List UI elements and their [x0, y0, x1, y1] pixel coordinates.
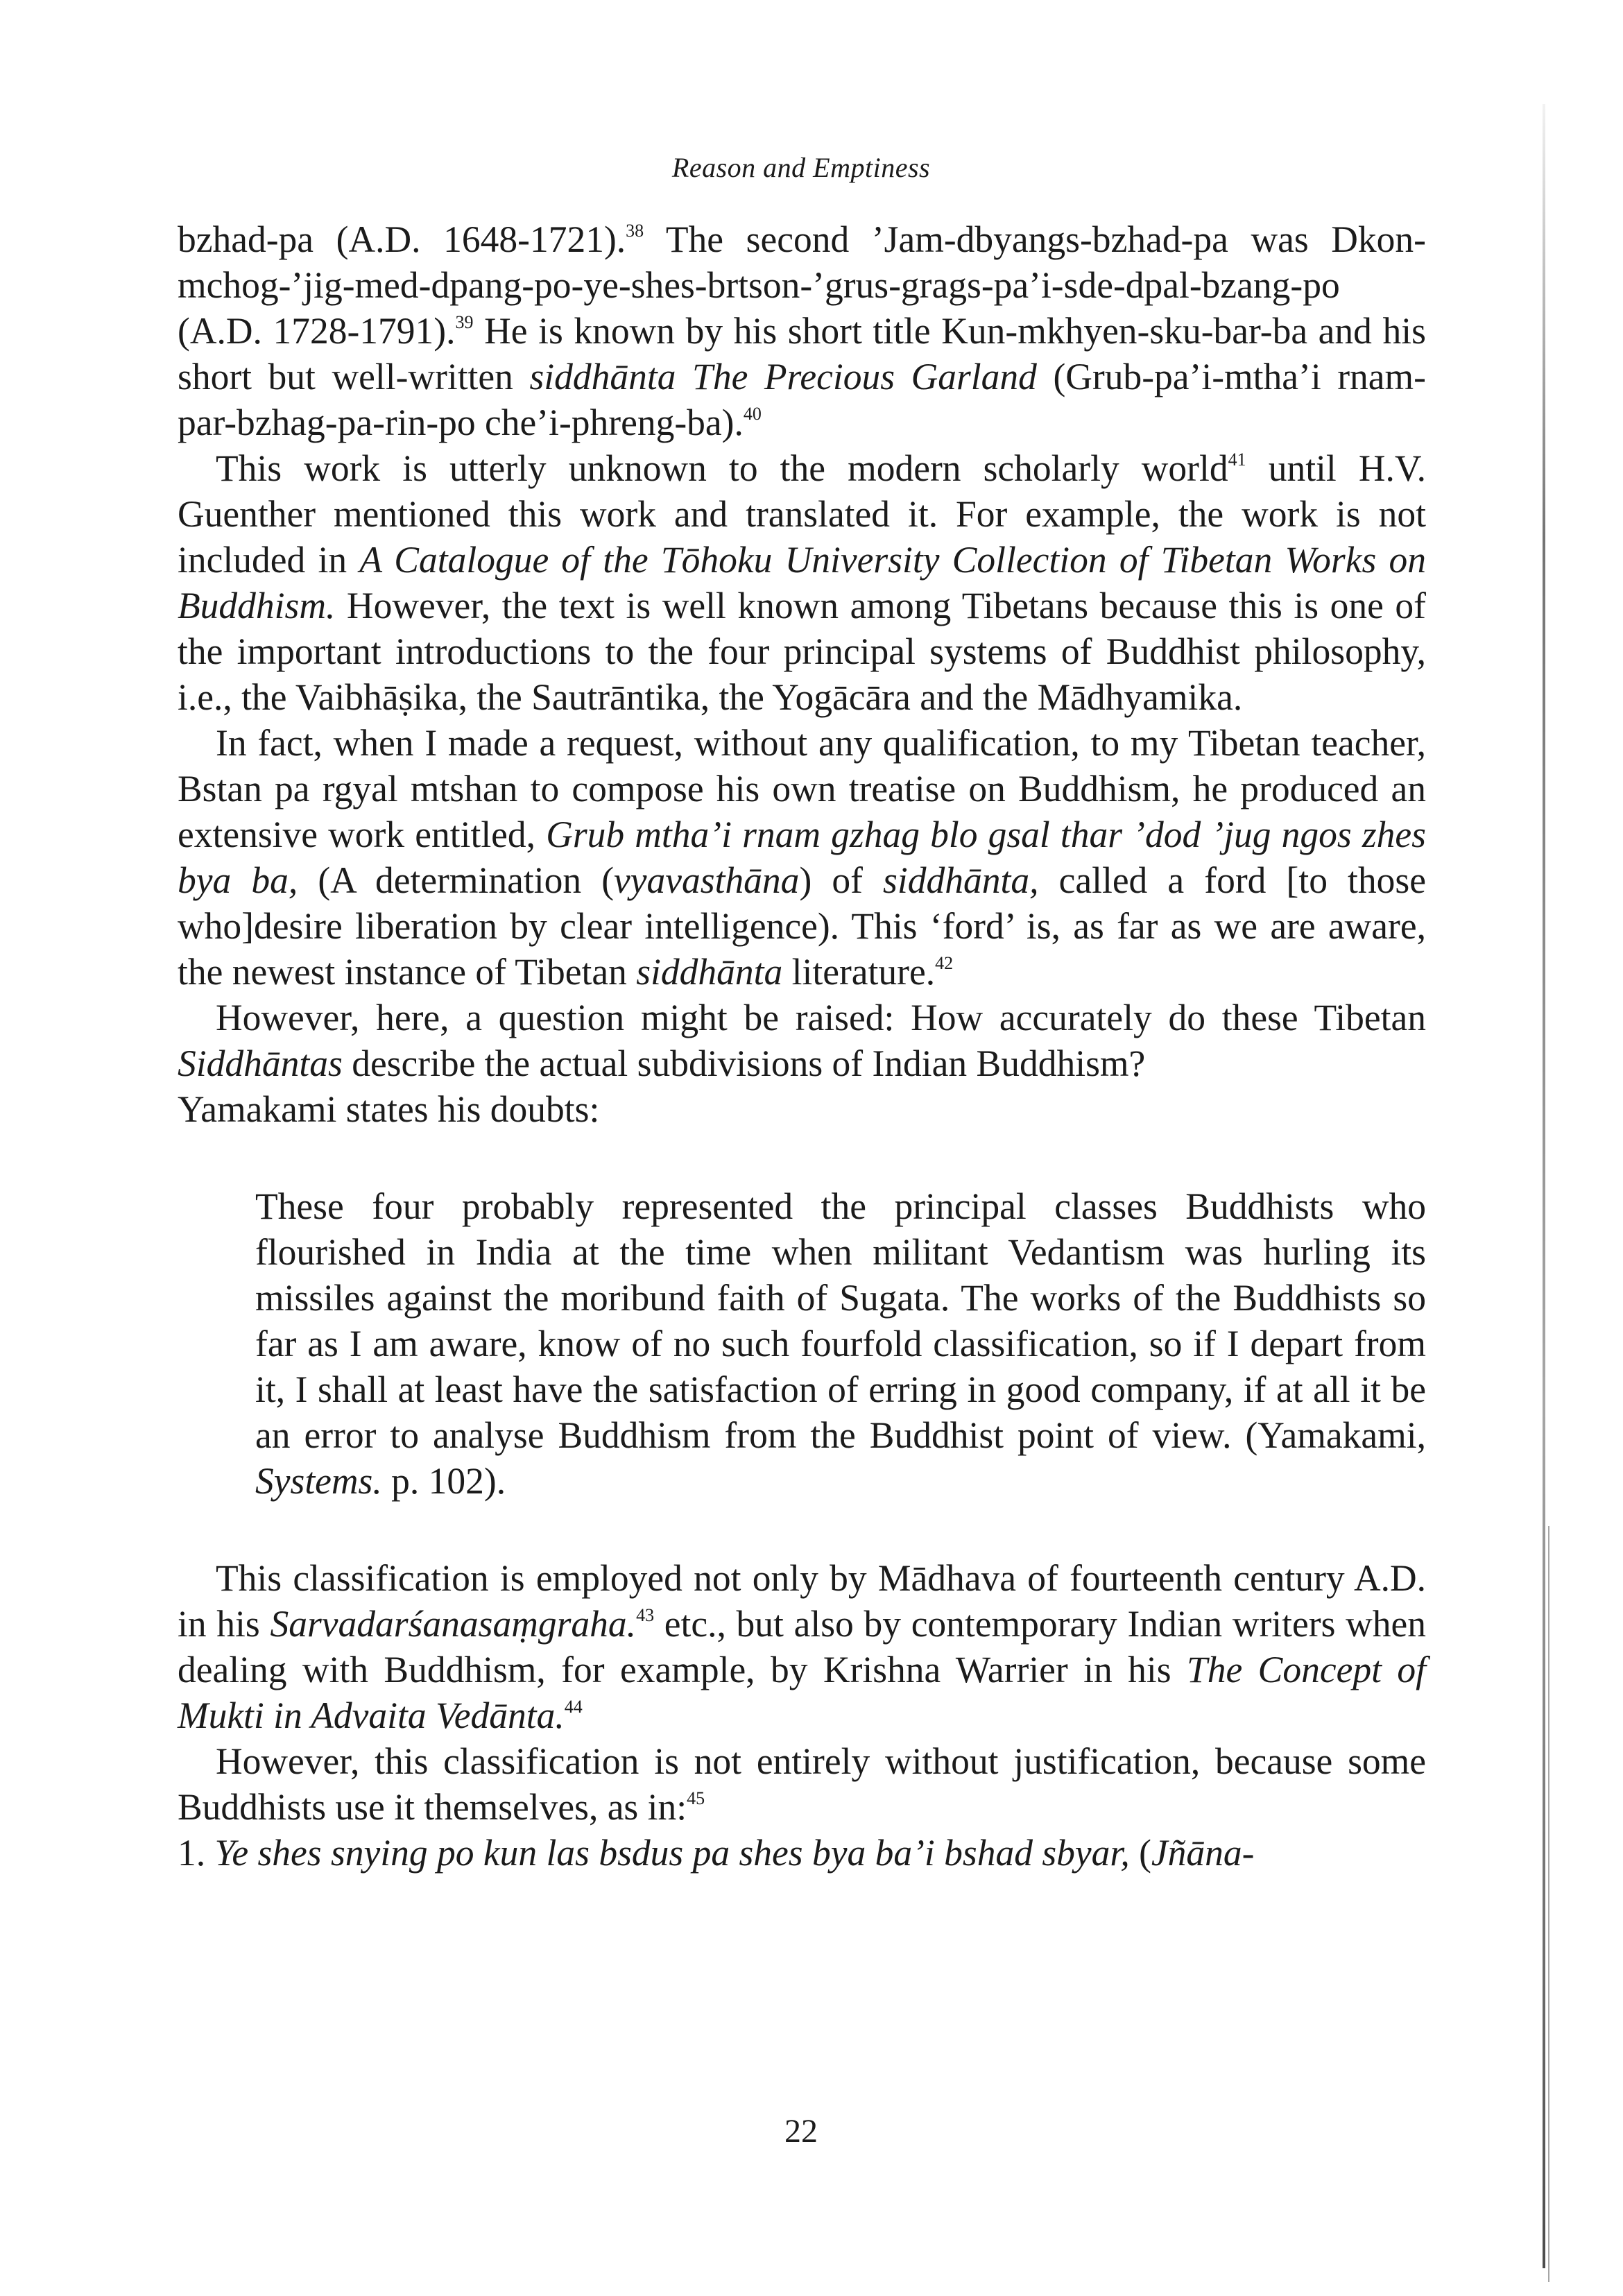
italic-term: siddhānta — [636, 951, 783, 993]
text-run: called a ford [to those who]desire liberation by clear intelligence). This ‘ford’ is, as far as we are aware, the newest instance of Tibetan — [178, 859, 1426, 993]
paragraph-1 — [178, 216, 1426, 445]
italic-title: Grub mtha’i rnam gzhag blo gsal thar ’dod ’jug ngos zhes bya ba, — [178, 814, 1426, 901]
text-run: This work is utterly unknown to the modern scholarly world — [216, 447, 1228, 489]
italic-title: Jñāna- — [1151, 1832, 1255, 1874]
list-number: 1. — [178, 1832, 215, 1874]
text-run: These four probably represented the principal classes Buddhists who flourished in India at the time when militant Vedantism was hurling its missiles against the moribund faith of Sugata. The works of the Buddhists so far as I am aware, know of no such fourfold classification, so if I depart from it, I shall at least have the satisfaction of erring in good company, if at all it be an error to analyse Buddhism from the Buddhist point of view. (Yamakami, — [255, 1185, 1426, 1456]
footnote-ref: 38 — [626, 221, 644, 241]
text-run: p. 102). — [381, 1460, 506, 1502]
list-item — [178, 1830, 1426, 1876]
paragraph-7 — [178, 1738, 1426, 1830]
footnote-ref: 45 — [687, 1788, 705, 1808]
paragraph-4 — [178, 995, 1426, 1086]
italic-title: Sarvadarśanasaṃgraha. — [270, 1603, 637, 1645]
italic-title: A Catalogue of the Tōhoku University Collection of Tibetan Works on Buddhism. — [178, 539, 1427, 626]
italic-title: siddhānta The Precious Garland — [529, 356, 1037, 397]
text-run: bzhad-pa (A.D. 1648-1721). — [178, 219, 626, 260]
page-edge-shadow — [1543, 104, 1545, 2268]
paragraph-6 — [178, 1555, 1426, 1738]
italic-title: The Concept of Mukti in Advaita Vedānta. — [178, 1649, 1426, 1736]
text-run: until H.V. Guenther mentioned this work and translated it. For example, the work is not included in — [178, 447, 1426, 581]
italic-term: vyavasthāna — [614, 859, 800, 901]
footnote-ref: 44 — [564, 1697, 583, 1717]
page-edge-shadow — [1548, 1526, 1549, 2282]
italic-title: Ye shes snying po kun las bsdus pa shes bya ba’i bshad sbyar, — [214, 1832, 1130, 1874]
italic-term: siddhānta, — [883, 859, 1039, 901]
paragraph-3 — [178, 720, 1426, 995]
block-quote — [255, 1183, 1426, 1504]
running-head: Reason and Emptiness — [671, 152, 931, 183]
text-run: However, the text is well known among Tibetans because this is one of the important introductions to the four principal systems of Buddhist philosophy, i.e., the Vaibhāṣika, the Sautrāntika, the Yogācāra and the Mādhyamika. — [178, 585, 1426, 718]
footnote-ref: 41 — [1228, 449, 1246, 470]
text-run: (Grub-pa’i-mtha’i rnam-par-bzhag-pa-rin-po che’i-phreng-ba). — [178, 356, 1426, 443]
text-run: This classification is employed not only by Mādhava of fourteenth century A.D. in his — [178, 1557, 1426, 1645]
paragraph-2 — [178, 445, 1426, 720]
footnote-ref: 43 — [636, 1605, 655, 1625]
footnote-ref: 40 — [743, 404, 762, 424]
text-run: describe the actual subdivisions of Indian Buddhism? — [342, 1043, 1146, 1084]
text-run: (A determination ( — [298, 859, 615, 901]
italic-term: Siddhāntas — [178, 1043, 343, 1084]
text-run: etc., but also by contemporary Indian writers when dealing with Buddhism, for example, by Krishna Warrier in his — [178, 1603, 1426, 1690]
text-run: However, this classification is not entirely without justification, because some Buddhists use it themselves, as in: — [178, 1740, 1426, 1828]
footnote-ref: 39 — [455, 312, 474, 332]
text-run: literature. — [782, 951, 936, 993]
text-run: However, here, a question might be raised: How accurately do these Tibetan — [216, 997, 1426, 1038]
paragraph-5 — [178, 1086, 1426, 1132]
text-run: The second ’Jam-dbyangs-bzhad-pa was Dkon-mchog-’jig-med-dpang-po-ye-shes-brtson-’grus-grags-pa’i-sde-dpal-bzang-po (A.D. 1728-1791). — [178, 219, 1427, 352]
text-run: In fact, when I made a request, without any qualification, to my Tibetan teacher, Bstan pa rgyal mtshan to compose his own treatise on Buddhism, he produced an extensive work entitled, — [178, 722, 1426, 855]
text-run: ( — [1129, 1832, 1151, 1874]
page-number: 22 — [784, 2113, 818, 2150]
text-run: He is known by his short title Kun-mkhyen-sku-bar-ba and his short but well-written — [178, 310, 1426, 397]
body-text — [178, 216, 1426, 1876]
footnote-ref: 42 — [935, 953, 954, 973]
text-run: Yamakami states his doubts: — [178, 1088, 600, 1130]
text-run: ) of — [799, 859, 884, 901]
italic-title: Systems. — [255, 1460, 382, 1502]
